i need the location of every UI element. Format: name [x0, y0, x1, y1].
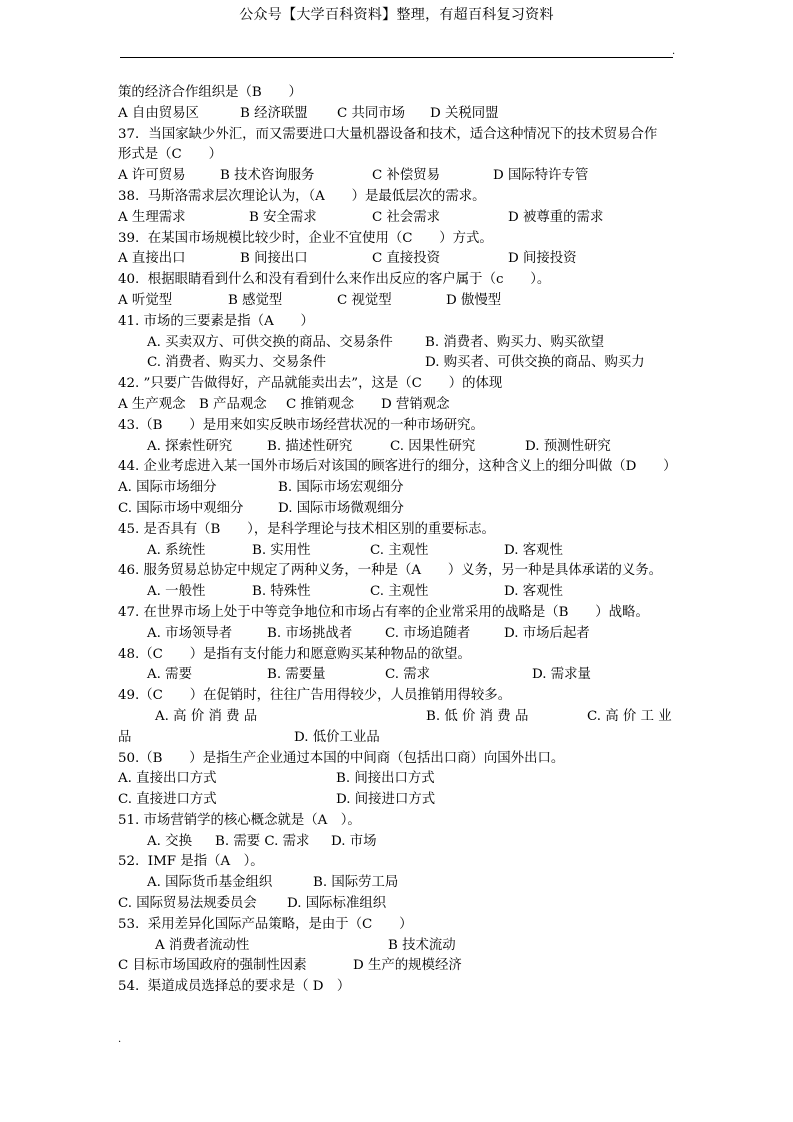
option-b: B 感觉型 — [228, 292, 283, 308]
options-line-39 — [118, 249, 678, 270]
option-a: A. 一般性 — [147, 584, 206, 600]
question-49 — [118, 686, 678, 707]
options-line-38 — [118, 208, 678, 229]
options-line-51 — [118, 832, 678, 853]
option-a: A. 国际货币基金组织 — [147, 875, 273, 891]
option-d: D 国际特许专管 — [493, 168, 589, 184]
line-text: 策的经济合作组织是（B ） — [118, 85, 302, 100]
option-b: B 产品观念 — [199, 396, 267, 412]
option-b: B 技术咨询服务 — [220, 168, 315, 184]
options-line-52a — [118, 873, 678, 894]
option-a: A 生理需求 — [118, 209, 186, 225]
options-line-44b — [118, 499, 678, 520]
question-text: 51. 市场营销学的核心概念就是（A ）。 — [118, 812, 361, 828]
option-a: A. 国际市场细分 — [118, 480, 217, 496]
option-c: C. 因果性研究 — [390, 438, 476, 454]
option-d: D 被尊重的需求 — [508, 209, 604, 225]
option-b: B. 市场挑战者 — [267, 625, 353, 641]
options-line-53b — [118, 956, 678, 977]
options-line-44a — [118, 478, 678, 499]
question-40 — [118, 270, 678, 291]
options-line-52b — [118, 894, 678, 915]
option-c: C. 国际贸易法规委员会 — [118, 896, 257, 912]
question-47 — [118, 603, 678, 624]
option-b: B. 低 价 消 费 品 — [426, 708, 529, 724]
option-c: C 目标市场国政府的强制性因素 — [118, 958, 307, 974]
option-b: B 技术流动 — [388, 937, 456, 953]
question-text: 38. 马斯洛需求层次理论认为，（A ）是最低层次的需求。 — [118, 188, 486, 204]
option-b: B. 实用性 — [252, 542, 311, 558]
option-d: D 关税同盟 — [430, 105, 499, 121]
options-line-41a — [118, 333, 678, 354]
option-d: D 傲慢型 — [446, 292, 502, 308]
question-46 — [118, 561, 678, 582]
question-text: 50.（B ）是指生产企业通过本国的中间商（包括出口商）向国外出口。 — [118, 750, 565, 766]
options-line-37 — [118, 166, 678, 187]
option-c: C. 主观性 — [370, 542, 429, 558]
option-a: A 许可贸易 — [118, 168, 186, 184]
option-d: D. 客观性 — [504, 542, 563, 558]
option-a: A. 直接出口方式 — [118, 771, 217, 787]
option-a: A. 需要 — [147, 667, 192, 683]
question-41 — [118, 312, 678, 333]
option-c: C 视觉型 — [337, 292, 392, 308]
options-line-42 — [118, 395, 678, 416]
option-d: D. 市场 — [331, 833, 377, 849]
option-a: A. 系统性 — [147, 542, 206, 558]
option-d: D. 购买者、可供交换的商品、购买力 — [425, 355, 645, 371]
option-c-cont: 品 — [118, 729, 132, 745]
option-c: C. 国际市场中观细分 — [118, 500, 244, 516]
question-list — [118, 83, 678, 998]
option-d: D 营销观念 — [381, 396, 450, 412]
option-b: B 间接出口 — [240, 251, 308, 267]
option-c: C 直接投资 — [372, 251, 441, 267]
question-text: 54. 渠道成员选择总的要求是（ D ） — [118, 979, 351, 995]
options-line-48 — [118, 665, 678, 686]
question-text: 43.（B ）是用来如实反映市场经营状况的一种市场研究。 — [118, 417, 484, 433]
question-text: 48.（C ）是指有支付能力和愿意购买某种物品的欲望。 — [118, 646, 471, 662]
question-48 — [118, 645, 678, 666]
option-a: A 直接出口 — [118, 251, 186, 267]
question-52 — [118, 852, 678, 873]
options-line-41b — [118, 353, 678, 374]
option-a: A 听觉型 — [118, 292, 173, 308]
question-text: 45. 是否具有（B ），是科学理论与技术相区别的重要标志。 — [118, 521, 495, 537]
option-b: B 经济联盟 — [240, 105, 308, 121]
header-rule — [120, 57, 673, 58]
options-line-36 — [118, 104, 678, 125]
question-37-cont — [118, 145, 678, 166]
option-b: B. 消费者、购买力、购买欲望 — [425, 334, 605, 350]
footer-dot: . — [118, 1034, 122, 1045]
option-c: C. 需求 — [385, 667, 431, 683]
question-text: 形式是（C ） — [118, 147, 222, 163]
option-b-c: B. 需要 C. 需求 — [215, 833, 310, 849]
option-c: C 共同市场 — [337, 105, 406, 121]
option-d: D 间接投资 — [508, 251, 577, 267]
question-39 — [118, 229, 678, 250]
options-line-46 — [118, 582, 678, 603]
options-line-43 — [118, 437, 678, 458]
header-dot: . — [672, 46, 676, 57]
option-b: B. 需要量 — [267, 667, 326, 683]
question-text: 47. 在世界市场上处于中等竞争地位和市场占有率的企业常采用的战略是（B ）战略。 — [118, 604, 649, 620]
question-text: 49.（C ）在促销时，往往广告用得较少，人员推销用得较多。 — [118, 688, 512, 704]
question-37 — [118, 125, 678, 146]
option-d: D. 需求量 — [532, 667, 591, 683]
option-c: C 推销观念 — [286, 396, 355, 412]
question-text: 52. IMF 是指（A ）。 — [118, 854, 264, 870]
question-38 — [118, 187, 678, 208]
option-d: D. 国际市场微观细分 — [278, 500, 404, 516]
option-d: D 生产的规模经济 — [353, 958, 462, 974]
question-text: 37．当国家缺少外汇，而又需要进口大量机器设备和技术，适合这种情况下的技术贸易合作 — [118, 126, 658, 142]
option-d: D. 市场后起者 — [504, 625, 590, 641]
option-c: C 社会需求 — [372, 209, 441, 225]
option-d: D. 间接进口方式 — [336, 792, 436, 808]
option-a: A 自由贸易区 — [118, 105, 199, 121]
option-b: B. 间接出口方式 — [336, 771, 435, 787]
option-b: B. 国际劳工局 — [313, 875, 399, 891]
option-c: C. 市场追随者 — [385, 625, 471, 641]
question-text: 41. 市场的三要素是指（A ） — [118, 313, 314, 329]
option-a: A 生产观念 — [118, 396, 186, 412]
option-a: A. 探索性研究 — [147, 438, 233, 454]
option-a: A. 交换 — [147, 833, 192, 849]
option-d: D. 国际标准组织 — [287, 896, 387, 912]
option-b: B. 描述性研究 — [267, 438, 353, 454]
options-line-45 — [118, 541, 678, 562]
option-a: A. 高 价 消 费 品 — [155, 708, 258, 724]
option-c: C. 高 价 工 业 — [587, 708, 672, 724]
question-text: 42. ”只要广告做得好，产品就能卖出去”，这是（C ）的体现 — [118, 376, 503, 392]
question-text: 40. 根据眼睛看到什么和没有看到什么来作出反应的客户属于（c ）。 — [118, 272, 551, 288]
options-line-53a — [118, 936, 678, 957]
options-line-47 — [118, 624, 678, 645]
question-text: 53. 采用差异化国际产品策略，是由于（C ） — [118, 916, 413, 932]
options-line-49b — [118, 728, 678, 749]
question-51 — [118, 811, 678, 832]
option-c: C. 主观性 — [370, 584, 429, 600]
option-a: A. 买卖双方、可供交换的商品、交易条件 — [147, 334, 393, 350]
question-text: 39. 在某国市场规模比较少时，企业不宜使用（C ）方式。 — [118, 230, 493, 246]
question-text: 44. 企业考虑进入某一国外市场后对该国的顾客进行的细分，这种含义上的细分叫做（D ） — [118, 459, 677, 475]
page-header: 公众号【大学百科资料】整理，有超百科复习资料 — [239, 7, 554, 23]
question-53 — [118, 915, 678, 936]
question-43 — [118, 416, 678, 437]
option-b: B. 国际市场宏观细分 — [278, 480, 404, 496]
options-line-50a — [118, 769, 678, 790]
options-line-49a — [118, 707, 678, 728]
options-line-50b — [118, 790, 678, 811]
options-line-40 — [118, 291, 678, 312]
question-50 — [118, 749, 678, 770]
option-c: C 补偿贸易 — [372, 168, 441, 184]
option-d: D. 客观性 — [504, 584, 563, 600]
question-45 — [118, 520, 678, 541]
option-a: A. 市场领导者 — [147, 625, 233, 641]
question-44 — [118, 457, 678, 478]
question-42 — [118, 374, 678, 395]
option-d: D. 预测性研究 — [525, 438, 611, 454]
option-b: B 安全需求 — [249, 209, 317, 225]
option-a: A 消费者流动性 — [155, 937, 250, 953]
option-c: C. 直接进口方式 — [118, 792, 217, 808]
text-line-1 — [118, 83, 678, 104]
option-d: D. 低价工业品 — [294, 729, 380, 745]
option-b: B. 特殊性 — [252, 584, 311, 600]
option-c: C. 消费者、购买力、交易条件 — [147, 355, 326, 371]
question-text: 46. 服务贸易总协定中规定了两种义务，一种是（A ）义务，另一种是具体承诺的义务。 — [118, 563, 663, 579]
question-54 — [118, 977, 678, 998]
